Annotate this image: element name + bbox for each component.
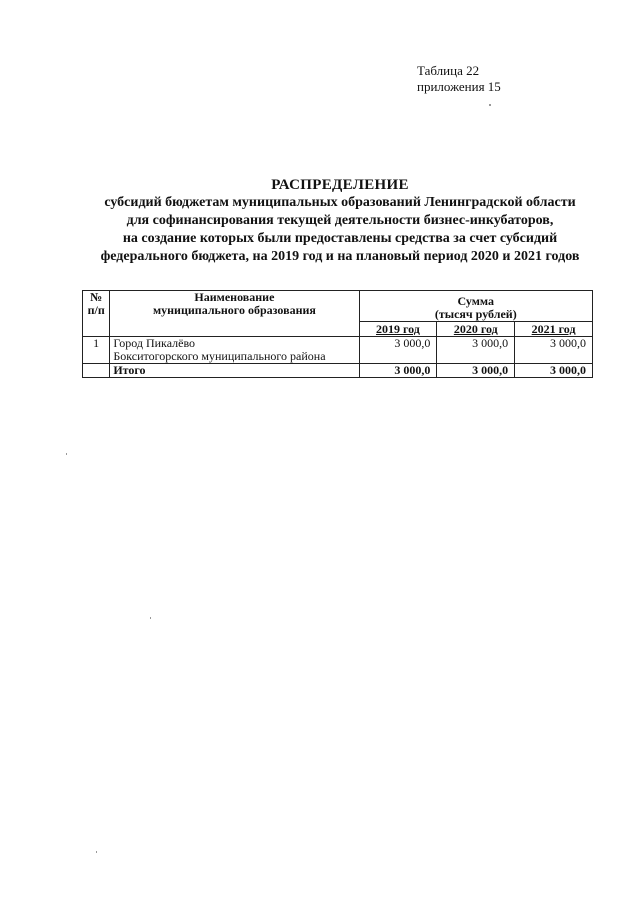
row-number: 1 [83, 337, 110, 364]
scan-speck [96, 851, 97, 853]
scan-speck [489, 104, 491, 106]
title-line-2: для софинансирования текущей деятельности бизнес-инкубаторов, [126, 213, 554, 228]
table-total-row [83, 364, 593, 378]
total-number-empty [83, 364, 110, 378]
table-row [83, 337, 593, 364]
document-title [60, 176, 620, 266]
header-year-2021: 2021 год [515, 322, 593, 337]
header-name-line-1: Наименование [194, 290, 275, 304]
total-value-2020: 3 000,0 [437, 364, 515, 378]
row-value-2021: 3 000,0 [515, 337, 593, 364]
title-line-1: субсидий бюджетам муниципальных образований Ленинградской области [104, 195, 576, 210]
header-number-abbrev: п/п [87, 303, 105, 317]
title-line-3: на создание которых были предоставлены средства за счет субсидий [122, 231, 558, 246]
row-value-2020: 3 000,0 [437, 337, 515, 364]
header-number [83, 291, 110, 337]
distribution-table [82, 290, 593, 378]
header-name-line-2: муниципального образования [152, 303, 316, 317]
header-sum-line-1: Сумма [457, 294, 494, 308]
header-sum [359, 291, 592, 322]
header-name [110, 291, 359, 337]
header-year-2019: 2019 год [359, 322, 437, 337]
header-year-2020: 2020 год [437, 322, 515, 337]
row-name-line-1: Город Пикалёво [113, 336, 196, 350]
reference-table-number: Таблица 22 [417, 63, 480, 78]
total-label: Итого [110, 364, 359, 378]
title-line-4: федерального бюджета, на 2019 год и на плановый период 2020 и 2021 годов [100, 249, 580, 264]
title-heading: РАСПРЕДЕЛЕНИЕ [271, 177, 409, 193]
scan-speck [66, 453, 67, 455]
table-header-row [83, 291, 593, 322]
header-number-symbol: № [90, 290, 103, 304]
row-name-line-2: Бокситогорского муниципального района [113, 349, 326, 363]
scan-speck [150, 617, 151, 619]
header-sum-line-2: (тысяч рублей) [434, 307, 517, 321]
total-value-2019: 3 000,0 [359, 364, 437, 378]
row-name [110, 337, 359, 364]
table-reference [417, 63, 501, 95]
total-value-2021: 3 000,0 [515, 364, 593, 378]
reference-appendix-number: приложения 15 [417, 79, 501, 94]
row-value-2019: 3 000,0 [359, 337, 437, 364]
